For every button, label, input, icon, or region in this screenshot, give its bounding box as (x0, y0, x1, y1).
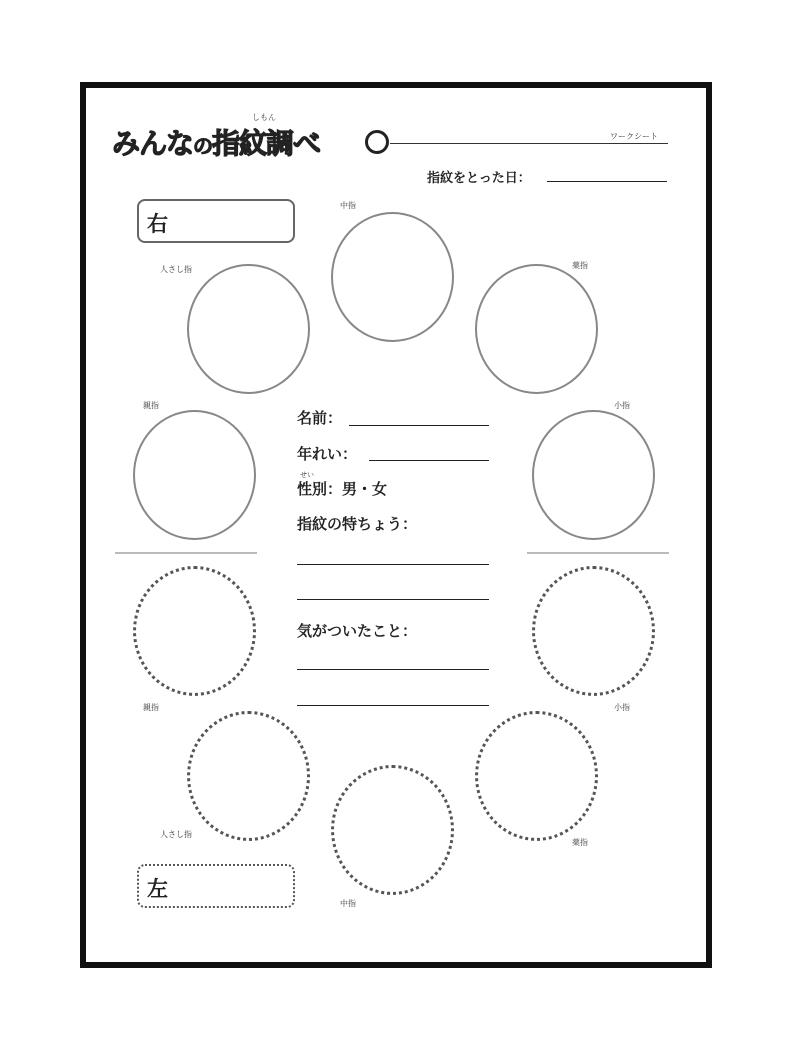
right-little-circle[interactable] (532, 410, 655, 540)
divider-right (527, 552, 669, 554)
right-thumb-label: 親指 (143, 401, 159, 410)
left-hand-label: 左 (147, 877, 168, 901)
worksheet-label: ワークシート (610, 132, 658, 141)
features-label: 指紋の特ちょう： (297, 515, 418, 533)
title-part-3: 指紋調べ (212, 127, 321, 160)
left-middle-circle[interactable] (331, 765, 454, 895)
title-rule (390, 143, 668, 144)
right-thumb-circle[interactable] (133, 410, 256, 540)
right-index-circle[interactable] (187, 264, 310, 394)
right-ring-label: 薬指 (572, 261, 588, 270)
age-label: 年れい： (297, 445, 358, 463)
left-ring-label: 薬指 (572, 838, 588, 847)
left-hand-box (137, 864, 295, 908)
name-label: 名前： (297, 409, 343, 427)
right-ring-circle[interactable] (475, 264, 598, 394)
right-middle-label: 中指 (340, 201, 356, 210)
gender-field[interactable]: 性別：男・女 (297, 480, 388, 498)
divider-left (115, 552, 257, 554)
right-little-label: 小指 (614, 401, 630, 410)
left-little-label: 小指 (614, 703, 630, 712)
left-thumb-label: 親指 (143, 703, 159, 712)
date-field[interactable] (547, 181, 667, 182)
right-middle-circle[interactable] (331, 212, 454, 342)
left-index-circle[interactable] (187, 711, 310, 841)
left-index-label: 人さし指 (160, 830, 192, 839)
right-hand-label: 右 (147, 212, 168, 236)
notes-line-2[interactable] (297, 705, 489, 706)
left-middle-label: 中指 (340, 899, 356, 908)
title-ruby: しもん (252, 113, 276, 122)
left-thumb-circle[interactable] (133, 566, 256, 696)
title-part-2: の (193, 134, 213, 158)
age-field[interactable] (369, 460, 489, 461)
page-title (112, 122, 320, 162)
magnifier-icon (365, 130, 389, 154)
title-part-1: みんな (112, 127, 194, 160)
right-index-label: 人さし指 (160, 265, 192, 274)
name-field[interactable] (349, 425, 489, 426)
features-line-2[interactable] (297, 599, 489, 600)
features-line-1[interactable] (297, 564, 489, 565)
left-ring-circle[interactable] (475, 711, 598, 841)
right-hand-box (137, 199, 295, 243)
notes-label: 気がついたこと： (297, 622, 418, 640)
gender-ruby: せい (300, 471, 314, 479)
date-label: 指紋をとった日： (427, 171, 531, 186)
left-little-circle[interactable] (532, 566, 655, 696)
notes-line-1[interactable] (297, 669, 489, 670)
